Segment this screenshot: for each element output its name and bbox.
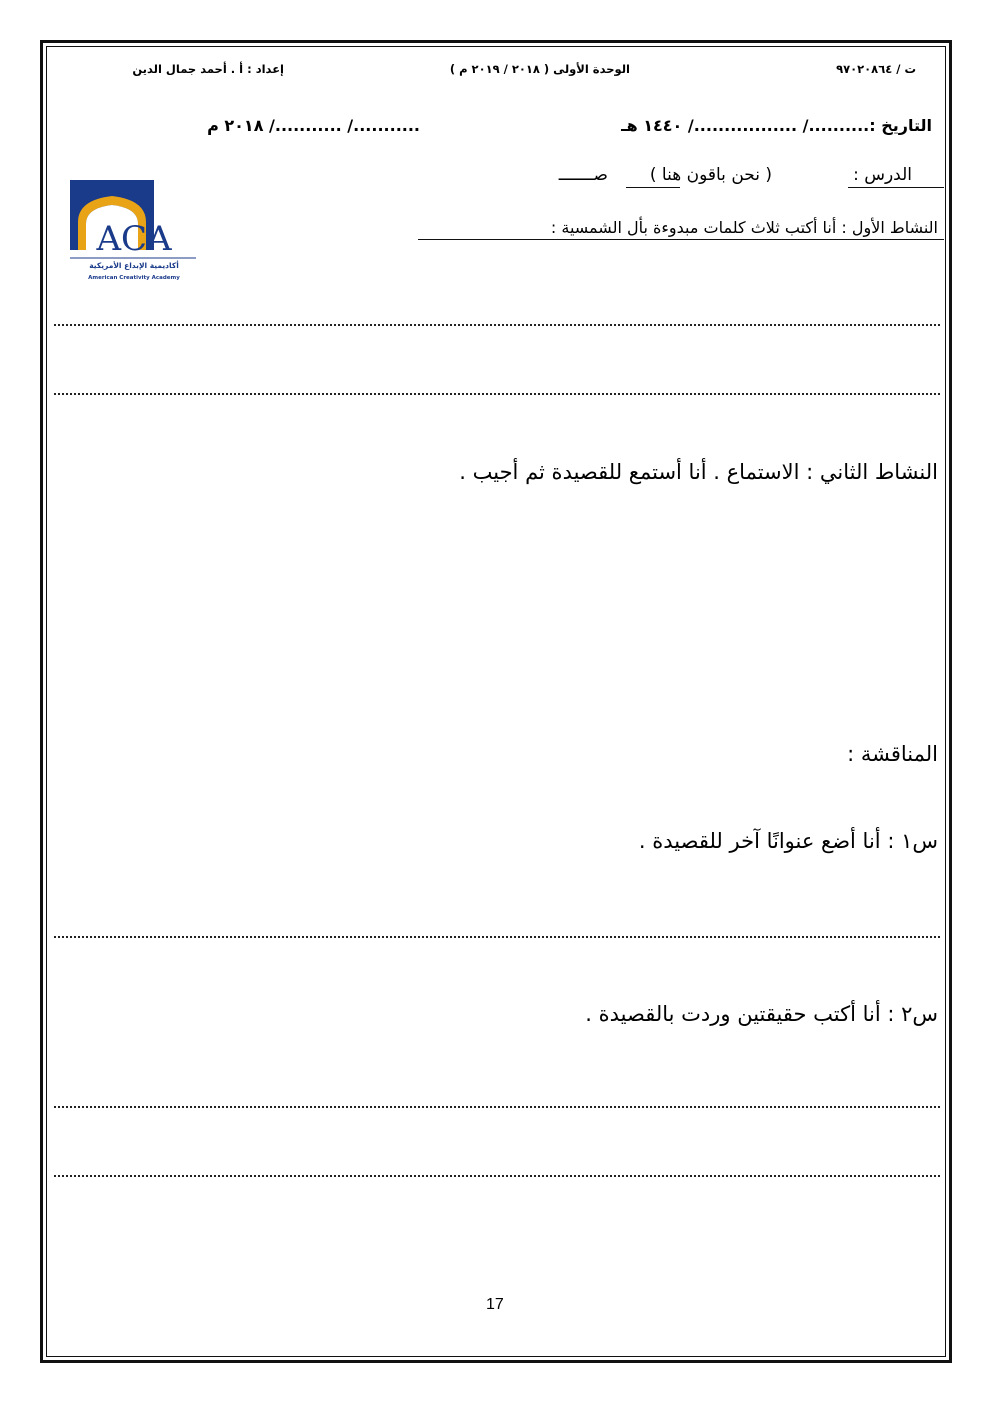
lesson-label: الدرس : <box>853 165 912 185</box>
logo-letters: ACA <box>96 219 172 259</box>
answer-line <box>54 324 940 326</box>
header-author: إعداد : أ . أحمد جمال الدين <box>132 62 284 76</box>
school-logo <box>68 178 200 284</box>
answer-line <box>54 1175 940 1177</box>
lesson-title-underline <box>626 187 680 188</box>
answer-line <box>54 1106 940 1108</box>
header-phone: ت / ٩٧٠٢٠٨٦٤ <box>836 62 916 76</box>
discussion-label: المناقشة : <box>847 742 938 766</box>
logo-arabic-name: أكاديمية الإبداع الأمريكية <box>89 261 179 270</box>
lesson-title: ( نحن باقون هنا ) <box>649 165 772 185</box>
activity1-underline <box>418 239 944 240</box>
answer-line <box>54 936 940 938</box>
page-number: 17 <box>486 1296 504 1313</box>
date-gregorian: .........../ .........../ ٢٠١٨ م <box>207 116 420 135</box>
lesson-suffix: صـــــــ <box>558 165 608 185</box>
logo-english-name: American Creativity Academy <box>88 275 180 281</box>
activity2-heading: النشاط الثاني : الاستماع . أنا أستمع للقصيدة ثم أجيب . <box>459 460 938 484</box>
lesson-label-underline <box>848 187 944 188</box>
date-hijri: التاريخ :........../ ................./ ١٤٤٠ هـ <box>621 116 932 135</box>
question-1: س١ : أنا أضع عنوانًا آخر للقصيدة . <box>638 829 938 853</box>
header-unit: الوحدة الأولى ( ٢٠١٨ / ٢٠١٩ م ) <box>449 62 630 76</box>
answer-line <box>54 393 940 395</box>
activity1-heading: النشاط الأول : أنا أكتب ثلاث كلمات مبدوءة بأل الشمسية : <box>550 218 938 237</box>
question-2: س٢ : أنا أكتب حقيقتين وردت بالقصيدة . <box>585 1002 938 1026</box>
